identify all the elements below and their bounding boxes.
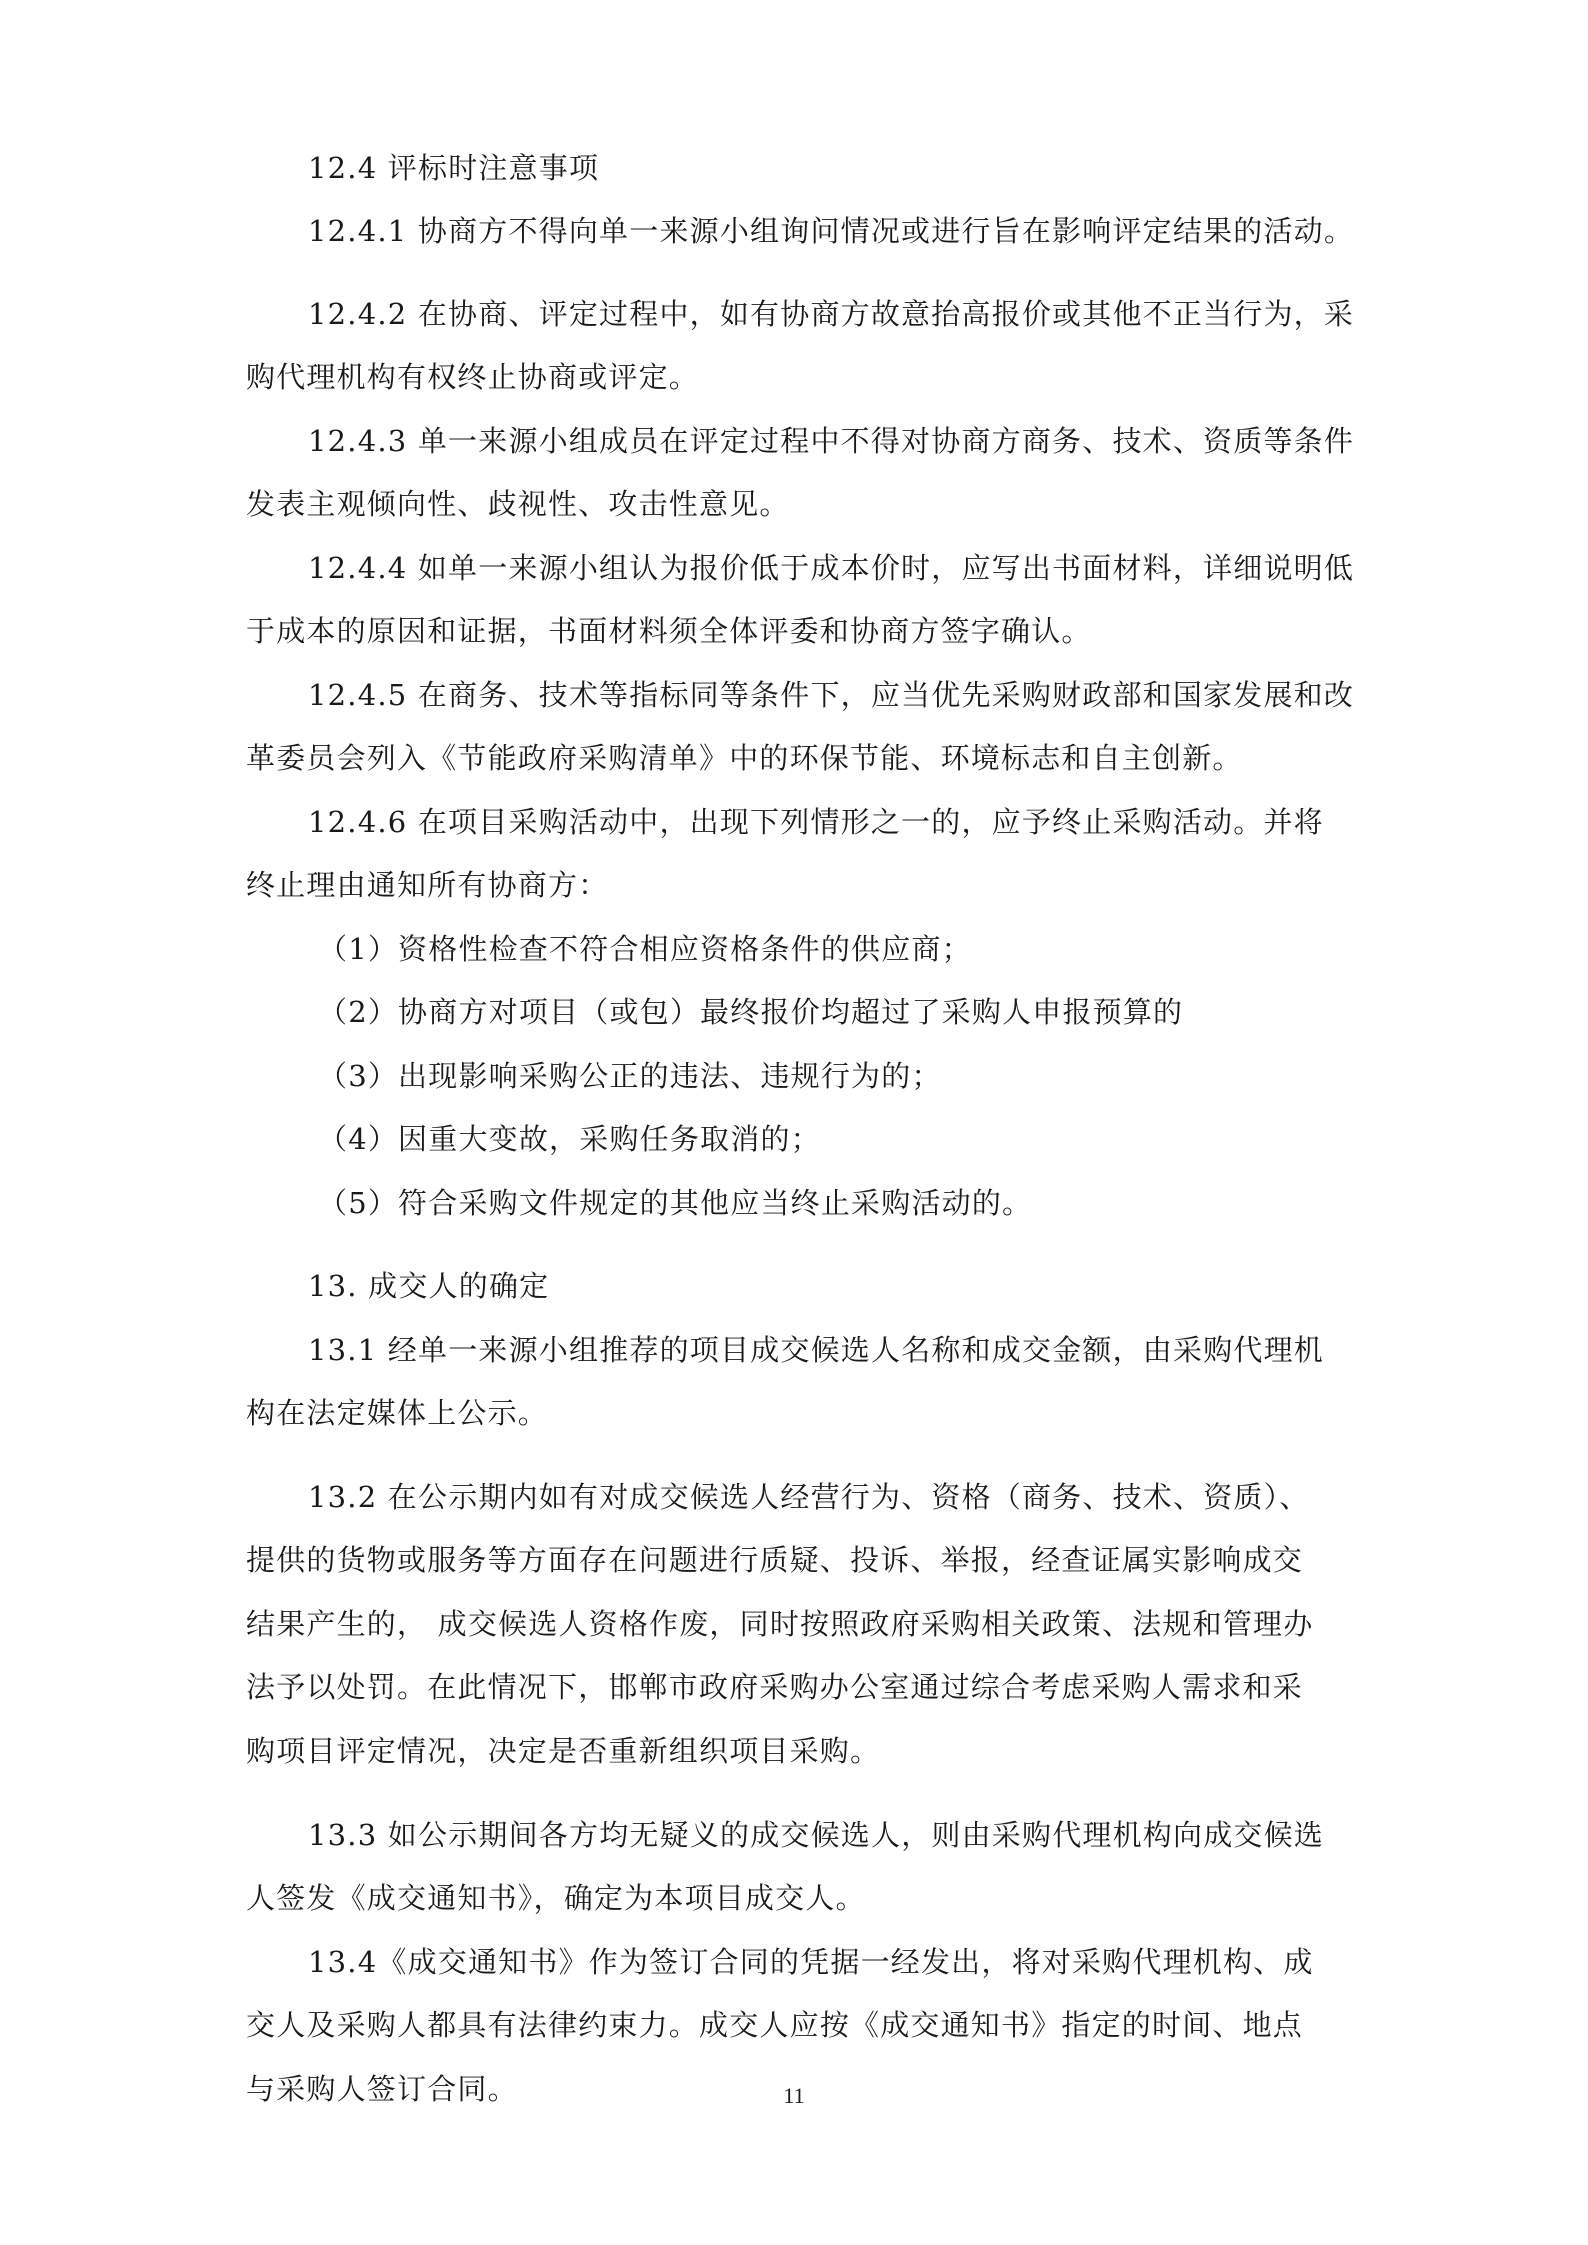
paragraph-12-4-2-line-2: 购代理机构有权终止协商或评定。 — [246, 360, 700, 394]
list-item-5: （5）符合采购文件规定的其他应当终止采购活动的。 — [318, 1186, 1033, 1220]
list-item-2: （2）协商方对项目（或包）最终报价均超过了采购人申报预算的 — [318, 995, 1184, 1029]
paragraph-12-4-2-line-1: 12.4.2 在协商、评定过程中，如有协商方故意抬高报价或其他不正当行为，采 — [308, 297, 1355, 331]
list-item-3: （3）出现影响采购公正的违法、违规行为的； — [318, 1059, 942, 1093]
heading-12-4: 12.4 评标时注意事项 — [308, 151, 600, 185]
list-item-4: （4）因重大变故，采购任务取消的； — [318, 1122, 821, 1156]
paragraph-12-4-3-line-2: 发表主观倾向性、歧视性、攻击性意见。 — [246, 487, 790, 521]
paragraph-12-4-6-line-1: 12.4.6 在项目采购活动中，出现下列情形之一的，应予终止采购活动。并将 — [308, 805, 1324, 839]
paragraph-13-2-line-3: 结果产生的， 成交候选人资格作废，同时按照政府采购相关政策、法规和管理办 — [246, 1607, 1314, 1641]
paragraph-13-1-line-2: 构在法定媒体上公示。 — [246, 1396, 549, 1430]
paragraph-13-4-line-2: 交人及采购人都具有法律约束力。成交人应按《成交通知书》指定的时间、地点 — [246, 2008, 1304, 2042]
paragraph-12-4-5-line-2: 革委员会列入《节能政府采购清单》中的环保节能、环境标志和自主创新。 — [246, 741, 1243, 775]
heading-13: 13. 成交人的确定 — [308, 1269, 550, 1303]
paragraph-13-2-line-2: 提供的货物或服务等方面存在问题进行质疑、投诉、举报，经查证属实影响成交 — [246, 1543, 1304, 1577]
paragraph-13-2-line-5: 购项目评定情况，决定是否重新组织项目采购。 — [246, 1734, 881, 1768]
paragraph-13-2-line-1: 13.2 在公示期内如有对成交候选人经营行为、资格（商务、技术、资质）、 — [308, 1480, 1310, 1514]
paragraph-12-4-4-line-2: 于成本的原因和证据，书面材料须全体评委和协商方签字确认。 — [246, 614, 1092, 648]
list-item-1: （1）资格性检查不符合相应资格条件的供应商； — [318, 932, 972, 966]
paragraph-13-3-line-2: 人签发《成交通知书》，确定为本项目成交人。 — [246, 1881, 866, 1915]
paragraph-13-2-line-4: 法予以处罚。在此情况下，邯郸市政府采购办公室通过综合考虑采购人需求和采 — [246, 1670, 1304, 1704]
paragraph-12-4-3-line-1: 12.4.3 单一来源小组成员在评定过程中不得对协商方商务、技术、资质等条件 — [308, 424, 1355, 458]
paragraph-13-3-line-1: 13.3 如公示期间各方均无疑义的成交候选人，则由采购代理机构向成交候选 — [308, 1818, 1324, 1852]
paragraph-12-4-6-line-2: 终止理由通知所有协商方： — [246, 868, 609, 902]
paragraph-13-4-line-3: 与采购人签订合同。 — [246, 2072, 518, 2106]
paragraph-12-4-5-line-1: 12.4.5 在商务、技术等指标同等条件下，应当优先采购财政部和国家发展和改 — [308, 678, 1355, 712]
paragraph-12-4-4-line-1: 12.4.4 如单一来源小组认为报价低于成本价时，应写出书面材料，详细说明低 — [308, 551, 1355, 585]
page-number: 11 — [783, 2083, 805, 2108]
paragraph-13-4-line-1: 13.4《成交通知书》作为签订合同的凭据一经发出，将对采购代理机构、成 — [308, 1945, 1314, 1979]
paragraph-12-4-1: 12.4.1 协商方不得向单一来源小组询问情况或进行旨在影响评定结果的活动。 — [308, 214, 1355, 248]
paragraph-13-1-line-1: 13.1 经单一来源小组推荐的项目成交候选人名称和成交金额，由采购代理机 — [308, 1333, 1324, 1367]
